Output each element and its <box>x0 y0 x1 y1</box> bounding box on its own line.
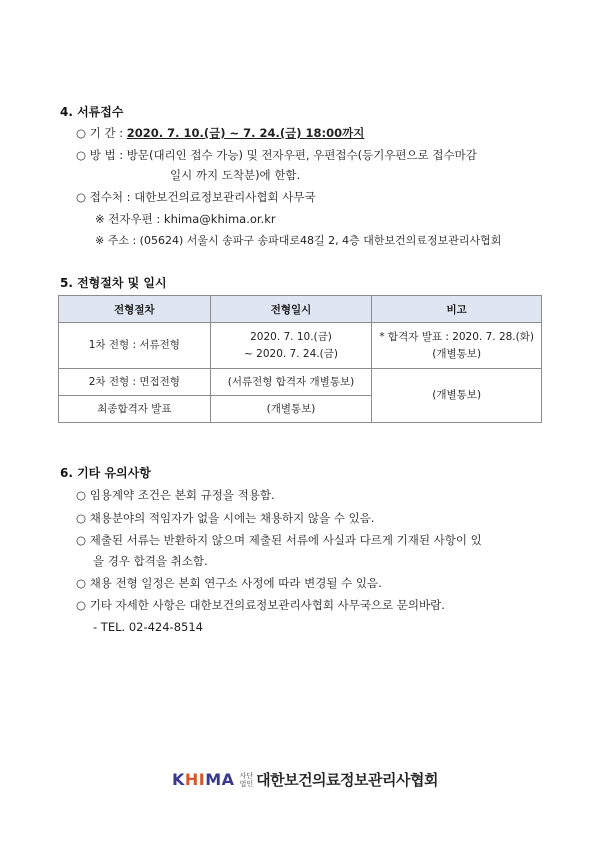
address-line: ※ 주소 : (05624) 서울시 송파구 송파대로48길 2, 4층 대한보건의료정보관리사협회 <box>95 234 502 247</box>
tel-line: - TEL. 02-424-8514 <box>93 620 203 634</box>
notice-item: ○ 채용분야의 적임자가 없을 시에는 채용하지 않을 수 있음. <box>76 511 375 525</box>
notice-item: ○ 기타 자세한 사항은 대한보건의료정보관리사협회 사무국으로 문의바람. <box>76 598 445 612</box>
table-row <box>59 323 542 369</box>
table-header-row <box>59 296 542 323</box>
method-line-1: ○ 방 법 : 방문(대리인 접수 가능) 및 전자우편, 우편접수(등기우편으로 접수마감 <box>76 148 477 162</box>
row3-step: 최종합격자 발표 <box>59 396 211 423</box>
method-line-2: 일시 까지 도착분)에 한함. <box>170 168 301 182</box>
header-step: 전형절차 <box>59 296 211 323</box>
header-date: 전형일시 <box>210 296 372 323</box>
footer-logo <box>172 769 438 790</box>
row1-note <box>372 323 542 369</box>
corporation-label: 사단 법인 <box>239 771 254 788</box>
section-5-title: 5. 전형절차 및 일시 <box>60 276 167 290</box>
row1-note-individual: (개별통보) <box>432 347 482 360</box>
row1-date <box>210 323 372 369</box>
org-name: 대한보건의료정보관리사협회 <box>256 771 438 789</box>
notice-item: ○ 제출된 서류는 반환하지 않으며 제출된 서류에 사실과 다르게 기재된 사항이 있 <box>76 533 482 547</box>
notice-item: ○ 임용계약 조건은 본회 규정을 적용함. <box>76 488 275 502</box>
period-value: 2020. 7. 10.(금) ~ 7. 24.(금) 18:00까지 <box>126 126 365 140</box>
row2-note: (개별통보) <box>372 369 542 423</box>
khima-logo-mark: KHIMA <box>172 770 235 789</box>
row1-date-end: ~ 2020. 7. 24.(금) <box>244 347 338 360</box>
notice-item-continued: 을 경우 합격을 취소함. <box>93 554 208 568</box>
section-4-title: 4. 서류접수 <box>60 105 124 119</box>
row1-date-start: 2020. 7. 10.(금) <box>250 330 332 343</box>
notice-item: ○ 채용 전형 일정은 본회 연구소 사정에 따라 변경될 수 있음. <box>76 576 382 590</box>
period-line <box>76 126 364 140</box>
row3-date: (개별통보) <box>210 396 372 423</box>
header-note: 비고 <box>372 296 542 323</box>
email-line: ※ 전자우편 : khima@khima.or.kr <box>95 212 276 226</box>
row1-step: 1차 전형 : 서류전형 <box>59 323 211 369</box>
schedule-table <box>58 295 542 423</box>
row2-date: (서류전형 합격자 개별통보) <box>210 369 372 396</box>
row1-note-announce: * 합격자 발표 : 2020. 7. 28.(화) <box>379 330 534 343</box>
row2-step: 2차 전형 : 면접전형 <box>59 369 211 396</box>
table-row <box>59 369 542 396</box>
place-line: ○ 접수처 : 대한보건의료정보관리사협회 사무국 <box>76 190 316 204</box>
period-label: ○ 기 간 : <box>76 126 127 140</box>
section-6-title: 6. 기타 유의사항 <box>60 466 151 480</box>
